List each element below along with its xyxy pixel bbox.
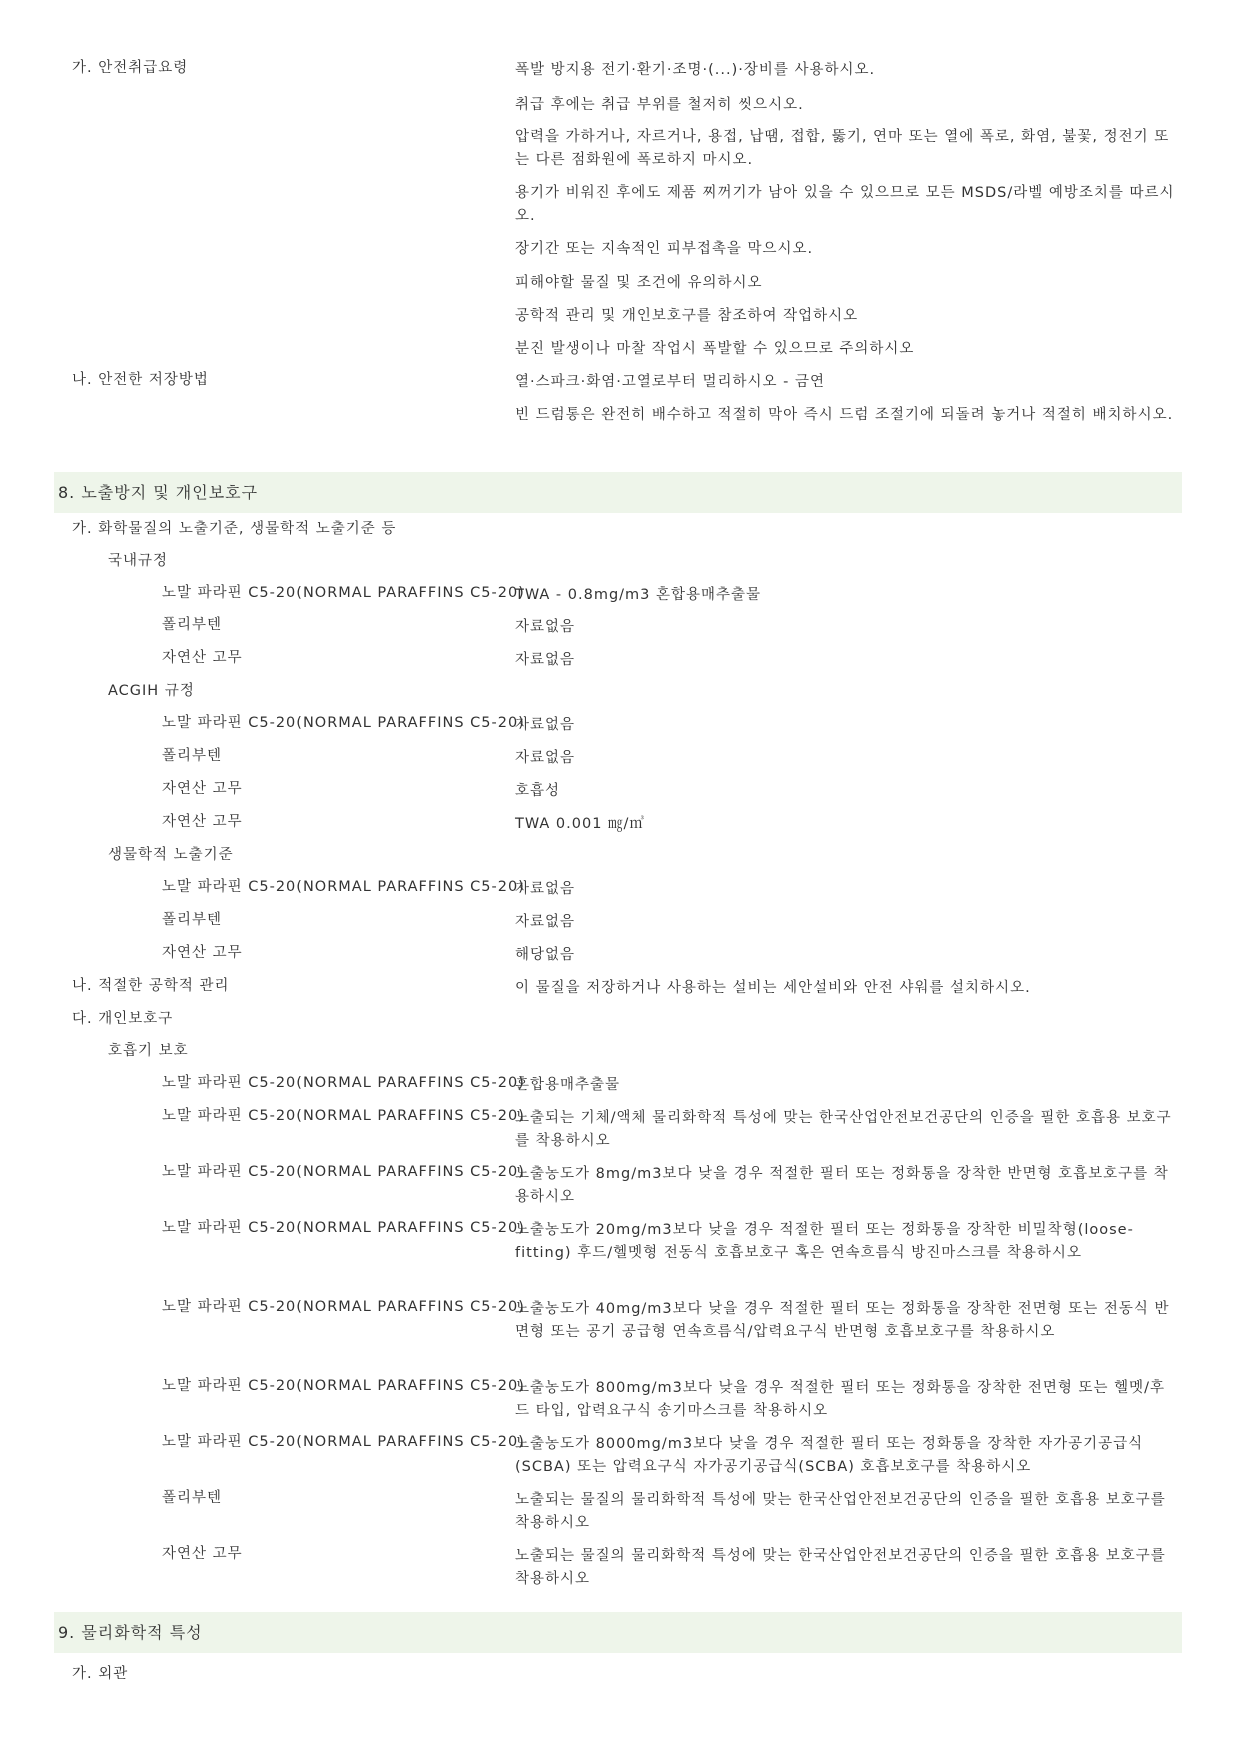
resp-name: 노말 파라핀 C5-20(NORMAL PARAFFINS C5-20): [162, 1299, 525, 1315]
acgih-value: 호흡성: [515, 783, 561, 799]
resp-value: 노출되는 물질의 물리화학적 특성에 맞는 한국산업안전보건공단의 인증을 필한 호흡용 보호구를 착용하시오: [515, 1492, 1166, 1531]
handling-item: 압력을 가하거나, 자르거나, 용접, 납땜, 접합, 뚫기, 연마 또는 열에 폭로, 화염, 불꽃, 정전기 또는 다른 점화원에 폭로하지 마시오.: [515, 129, 1170, 168]
storage-label: 나. 안전한 저장방법: [72, 372, 209, 388]
storage-item: 빈 드럼통은 완전히 배수하고 적절히 막아 즉시 드럼 조절기에 되돌려 놓거나 적절히 배치하시오.: [515, 407, 1174, 423]
resp-name: 노말 파라핀 C5-20(NORMAL PARAFFINS C5-20): [162, 1220, 525, 1236]
resp-value: 노출농도가 8mg/m3보다 낮을 경우 적절한 필터 또는 정화통을 장착한 반면형 호흡보호구를 착용하시오: [515, 1166, 1169, 1205]
domestic-value: TWA - 0.8mg/m3 혼합용매추출물: [515, 587, 762, 603]
resp-name: 노말 파라핀 C5-20(NORMAL PARAFFINS C5-20): [162, 1434, 525, 1450]
acgih-name: 폴리부텐: [162, 748, 223, 764]
ppe-label: 다. 개인보호구: [72, 1011, 174, 1027]
resp-name: 노말 파라핀 C5-20(NORMAL PARAFFINS C5-20): [162, 1164, 525, 1180]
acgih-name: 노말 파라핀 C5-20(NORMAL PARAFFINS C5-20): [162, 715, 525, 731]
resp-name: 폴리부텐: [162, 1490, 223, 1506]
resp-value: 노출농도가 800mg/m3보다 낮을 경우 적절한 필터 또는 정화통을 장착한 전면형 또는 헬멧/후드 타입, 압력요구식 송기마스크를 착용하시오: [515, 1380, 1166, 1419]
handling-item: 취급 후에는 취급 부위를 철저히 씻으시오.: [515, 97, 804, 113]
resp-value: 혼합용매추출물: [515, 1077, 621, 1093]
handling-item: 용기가 비워진 후에도 제품 찌꺼기가 남아 있을 수 있으므로 모든 MSDS/라벨 예방조치를 따르시오.: [515, 185, 1175, 224]
domestic-name: 노말 파라핀 C5-20(NORMAL PARAFFINS C5-20): [162, 585, 525, 601]
resp-name: 노말 파라핀 C5-20(NORMAL PARAFFINS C5-20): [162, 1075, 525, 1091]
acgih-value: TWA 0.001 ㎎/㎥: [515, 816, 645, 832]
resp-value: 노출농도가 20mg/m3보다 낮을 경우 적절한 필터 또는 정화통을 장착한 비밀착형(loose-fitting) 후드/헬멧형 전동식 호흡보호구 혹은 연속흐름식 방진마스크를 착용하시오: [515, 1222, 1134, 1261]
resp-value: 노출되는 물질의 물리화학적 특성에 맞는 한국산업안전보건공단의 인증을 필한 호흡용 보호구를 착용하시오: [515, 1548, 1166, 1587]
acgih-value: 자료없음: [515, 717, 576, 733]
bio-value: 해당없음: [515, 947, 576, 963]
handling-item: 피해야할 물질 및 조건에 유의하시오: [515, 275, 763, 291]
appearance-label: 가. 외관: [72, 1666, 129, 1682]
domestic-name: 폴리부텐: [162, 617, 223, 633]
resp-name: 자연산 고무: [162, 1546, 243, 1562]
resp-name: 노말 파라핀 C5-20(NORMAL PARAFFINS C5-20): [162, 1108, 525, 1124]
bio-value: 자료없음: [515, 914, 576, 930]
section-8-header: 8. 노출방지 및 개인보호구: [54, 472, 1182, 513]
handling-item: 공학적 관리 및 개인보호구를 참조하여 작업하시오: [515, 308, 859, 324]
section-9-header: 9. 물리화학적 특성: [54, 1612, 1182, 1653]
acgih-name: 자연산 고무: [162, 781, 243, 797]
handling-item: 분진 발생이나 마찰 작업시 폭발할 수 있으므로 주의하시오: [515, 341, 915, 357]
engineering-label: 나. 적절한 공학적 관리: [72, 978, 230, 994]
domestic-label: 국내규정: [108, 553, 169, 569]
domestic-value: 자료없음: [515, 652, 576, 668]
bio-name: 자연산 고무: [162, 945, 243, 961]
resp-label: 호흡기 보호: [108, 1043, 189, 1059]
handling-item: 장기간 또는 지속적인 피부접촉을 막으시오.: [515, 241, 814, 257]
bio-name: 폴리부텐: [162, 912, 223, 928]
storage-item: 열·스파크·화염·고열로부터 멀리하시오 - 금연: [515, 374, 826, 390]
engineering-value: 이 물질을 저장하거나 사용하는 설비는 세안설비와 안전 샤워를 설치하시오.: [515, 980, 1031, 996]
handling-label: 가. 안전취급요령: [72, 60, 189, 76]
bio-name: 노말 파라핀 C5-20(NORMAL PARAFFINS C5-20): [162, 879, 525, 895]
acgih-value: 자료없음: [515, 750, 576, 766]
resp-name: 노말 파라핀 C5-20(NORMAL PARAFFINS C5-20): [162, 1378, 525, 1394]
resp-value: 노출농도가 40mg/m3보다 낮을 경우 적절한 필터 또는 정화통을 장착한 전면형 또는 전동식 반면형 또는 공기 공급형 연속흐름식/압력요구식 반면형 호흡보호구를 착용하시오: [515, 1301, 1170, 1340]
handling-item: 폭발 방지용 전기·환기·조명·(...)·장비를 사용하시오.: [515, 62, 876, 78]
resp-value: 노출농도가 8000mg/m3보다 낮을 경우 적절한 필터 또는 정화통을 장착한 자가공기공급식(SCBA) 또는 압력요구식 자가공기공급식(SCBA) 호흡보호구를 착용하시오: [515, 1436, 1144, 1475]
domestic-value: 자료없음: [515, 619, 576, 635]
bio-value: 자료없음: [515, 881, 576, 897]
exposure-label: 가. 화학물질의 노출기준, 생물학적 노출기준 등: [72, 521, 397, 537]
bio-label: 생물학적 노출기준: [108, 847, 234, 863]
resp-value: 노출되는 기체/액체 물리화학적 특성에 맞는 한국산업안전보건공단의 인증을 필한 호흡용 보호구를 착용하시오: [515, 1110, 1172, 1149]
acgih-name: 자연산 고무: [162, 814, 243, 830]
domestic-name: 자연산 고무: [162, 650, 243, 666]
acgih-label: ACGIH 규정: [108, 683, 195, 699]
